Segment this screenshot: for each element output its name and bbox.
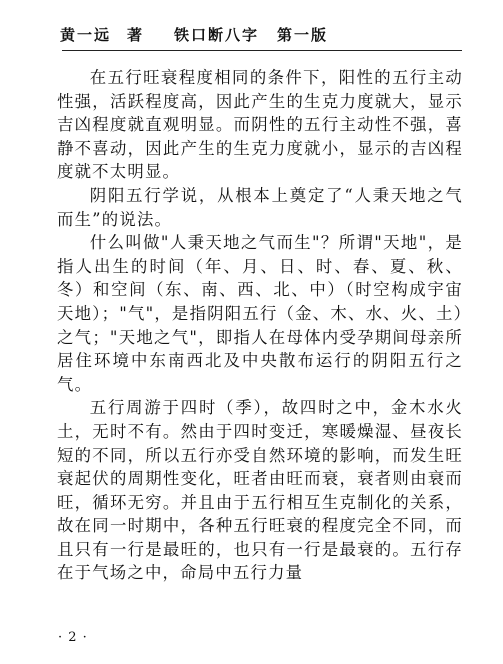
edition-label: 第一版 [277,25,329,44]
paragraph: 五行周游于四时（季），故四时之中，金木水火土，无时不有。然由于四时变迁，寒暖燥湿、昼夜长短的不同，所以五行亦受自然环境的影响，而发生旺衰起伏的周期性变化，旺者由旺而衰，衰者则由衰而旺，循环无穷。并且由于五行相互生克制化的关系，故在同一时期中，各种五行旺衰的程度完全不同，而且只有一行是最旺的，也只有一行是最衰的。五行存在于气场之中，命局中五行力量 [57,398,463,583]
author-name: 黄一远 [60,25,112,44]
paragraph: 在五行旺衰程度相同的条件下，阳性的五行主动性强，活跃程度高，因此产生的生克力度就大，显示吉凶程度就直观明显。而阴性的五行主动性不强，喜静不喜动，因此产生的生克力度就小，显示的吉凶程度就不太明显。 [57,68,463,182]
page-body [57,66,463,585]
author-suffix: 著 [127,25,145,44]
page-number: · 2 · [58,630,88,645]
header-rule [62,50,462,51]
running-header [60,22,460,46]
paragraph: 什么叫做"人秉天地之气而生"？所谓"天地"，是指人出生的时间（年、月、日、时、春、夏、秋、冬）和空间（东、南、西、北、中）（时空构成宇宙天地）；"气"，是指阴阳五行（金、木、水、火、土）之气；"天地之气"，即指人在母体内受孕期间母亲所居住环境中东南西北及中央散布运行的阴阳五行之气。 [57,233,463,394]
paragraph: 阴阳五行学说，从根本上奠定了“人秉天地之气而生”的说法。 [57,185,463,229]
book-title: 铁口断八字 [174,25,260,44]
